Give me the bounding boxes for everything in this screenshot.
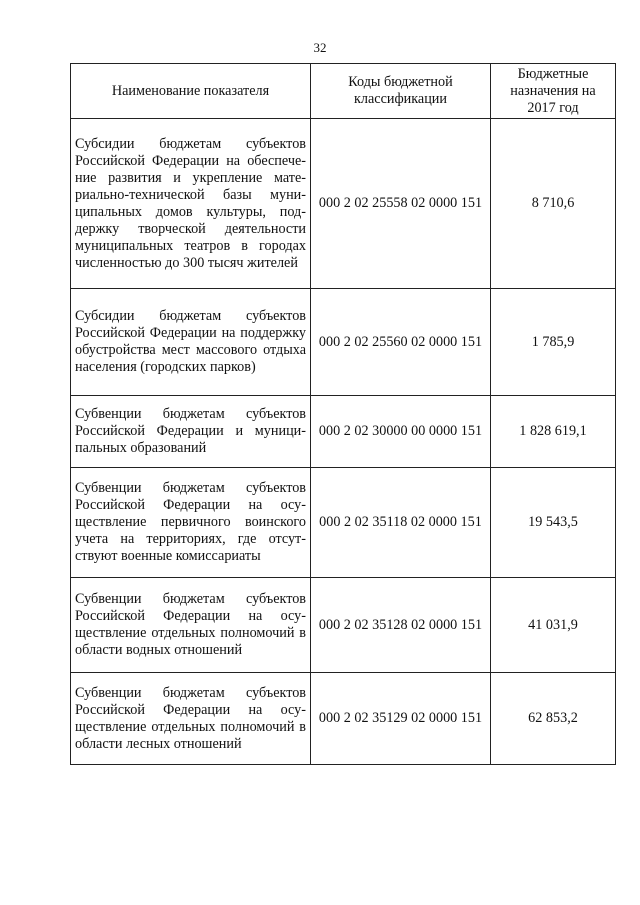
row-indicator-name: Субвенции бюджетам субъектов Российской Федерации на осуществление отдельных полномочий в области водных отношений [71,578,311,673]
row-budget-amount: 62 853,2 [491,673,616,765]
table-row [71,119,616,289]
header-row [71,64,616,119]
table-body [71,119,616,765]
header-indicator-name: Наименование показателя [71,64,311,119]
row-indicator-name: Субсидии бюджетам субъектов Российской Федерации на поддержку обустройства мест массового отдыха населения (городских парков) [71,289,311,396]
header-budget-amount: Бюджетные назначения на 2017 год [491,64,616,119]
row-indicator-name: Субвенции бюджетам субъектов Российской Федерации и муниципальных образований [71,396,311,468]
row-budget-amount: 8 710,6 [491,119,616,289]
table-row [71,468,616,578]
row-classification-code: 000 2 02 25558 02 0000 151 [311,119,491,289]
row-classification-code: 000 2 02 30000 00 0000 151 [311,396,491,468]
row-indicator-name: Субсидии бюджетам субъектов Российской Федерации на обеспечение развития и укрепление материально-технической базы муниципальных домов культуры, поддержку творческой деятельности муниципальных театров в городах численностью до 300 тысяч жителей [71,119,311,289]
row-budget-amount: 1 785,9 [491,289,616,396]
row-budget-amount: 1 828 619,1 [491,396,616,468]
row-classification-code: 000 2 02 25560 02 0000 151 [311,289,491,396]
table-row [71,289,616,396]
row-budget-amount: 19 543,5 [491,468,616,578]
row-classification-code: 000 2 02 35128 02 0000 151 [311,578,491,673]
table-header [71,64,616,119]
row-classification-code: 000 2 02 35129 02 0000 151 [311,673,491,765]
row-classification-code: 000 2 02 35118 02 0000 151 [311,468,491,578]
row-indicator-name: Субвенции бюджетам субъектов Российской Федерации на осуществление первичного воинского учета на территориях, где отсутствуют военные комиссариаты [71,468,311,578]
header-classification-code: Коды бюджетной классификации [311,64,491,119]
budget-table [70,63,616,765]
table-row [71,578,616,673]
table-row [71,396,616,468]
page-number: 32 [313,40,327,55]
row-budget-amount: 41 031,9 [491,578,616,673]
row-indicator-name: Субвенции бюджетам субъектов Российской Федерации на осуществление отдельных полномочий в области лесных отношений [71,673,311,765]
table-row [71,673,616,765]
